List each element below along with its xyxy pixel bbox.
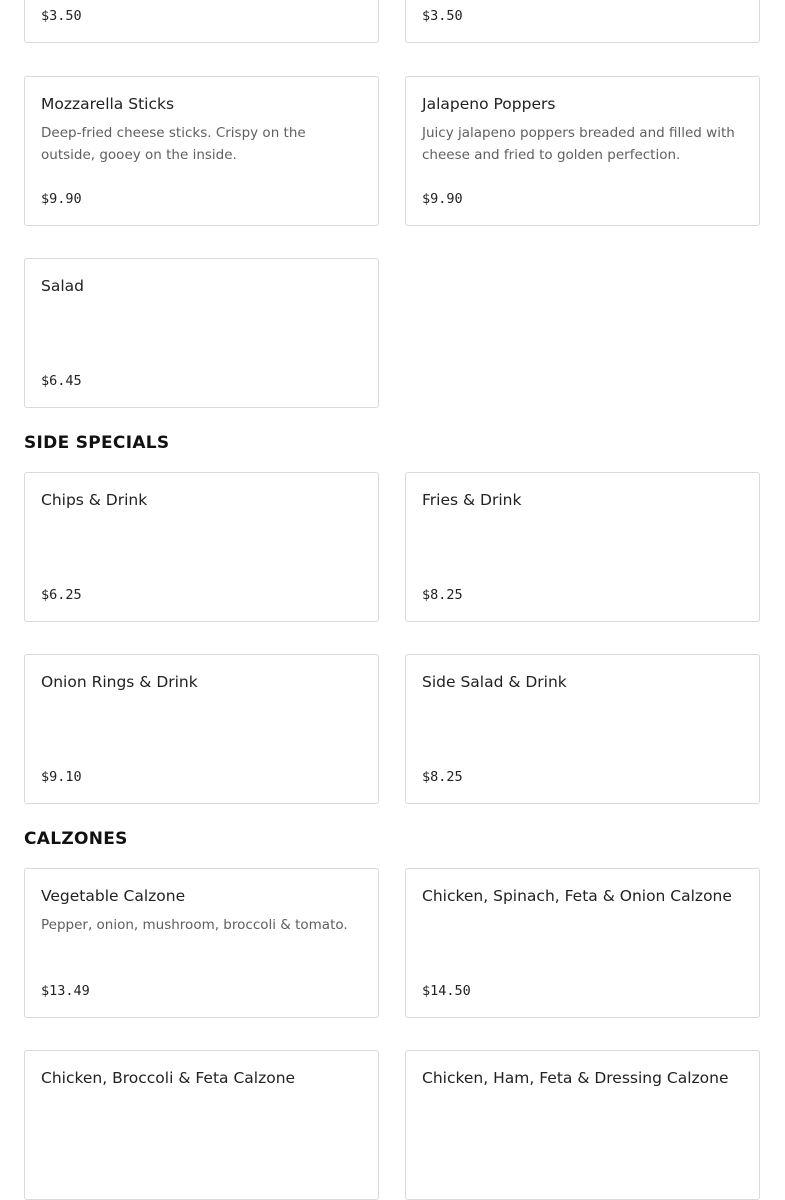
menu-item-name: Chicken, Ham, Feta & Dressing Calzone (422, 1069, 729, 1087)
menu-item-name: Chips & Drink (41, 491, 148, 509)
section-heading-side-specials: SIDE SPECIALS (24, 433, 170, 453)
menu-item-description: Pepper, onion, mushroom, broccoli & tomato. (41, 917, 348, 933)
menu-item-card[interactable] (405, 0, 760, 43)
menu-item-name: Chicken, Broccoli & Feta Calzone (41, 1069, 296, 1087)
menu-item-price: $9.10 (41, 769, 82, 785)
menu-item-card[interactable] (405, 472, 760, 622)
menu-item-price: $6.45 (41, 373, 82, 389)
menu-item-card[interactable] (24, 654, 379, 804)
menu-item-name: Mozzarella Sticks (41, 95, 175, 113)
menu-item-name: Onion Rings & Drink (41, 673, 198, 691)
menu-item-card[interactable] (405, 76, 760, 226)
menu-item-card[interactable] (24, 868, 379, 1018)
menu-item-name: Side Salad & Drink (422, 673, 567, 691)
menu-item-name: Vegetable Calzone (41, 887, 186, 905)
menu-item-price: $8.25 (422, 587, 463, 603)
menu-item-card[interactable] (24, 472, 379, 622)
menu-item-card[interactable] (24, 1050, 379, 1200)
menu-item-description: Deep-fried cheese sticks. Crispy on the outside, gooey on the inside. (41, 125, 306, 163)
menu-item-card[interactable] (24, 258, 379, 408)
menu-item-name: Fries & Drink (422, 491, 522, 509)
menu-item-price: $14.50 (422, 983, 471, 999)
menu-item-price: $13.49 (41, 983, 90, 999)
menu-item-card[interactable] (405, 654, 760, 804)
menu-item-price: $3.50 (422, 8, 463, 24)
menu-item-name: Salad (41, 277, 84, 295)
menu-item-price: $8.25 (422, 769, 463, 785)
menu-item-card[interactable] (405, 868, 760, 1018)
menu-item-description: Juicy jalapeno poppers breaded and filled with cheese and fried to golden perfection. (422, 125, 735, 163)
menu-item-price: $9.90 (41, 191, 82, 207)
menu-item-card[interactable] (405, 1050, 760, 1200)
menu-item-name: Chicken, Spinach, Feta & Onion Calzone (422, 887, 732, 905)
menu-item-price: $6.25 (41, 587, 82, 603)
section-heading-calzones: CALZONES (24, 829, 128, 849)
menu-item-card[interactable] (24, 76, 379, 226)
menu-item-card[interactable] (24, 0, 379, 43)
menu-item-name: Jalapeno Poppers (422, 95, 556, 113)
menu-item-price: $3.50 (41, 8, 82, 24)
menu-item-price: $9.90 (422, 191, 463, 207)
